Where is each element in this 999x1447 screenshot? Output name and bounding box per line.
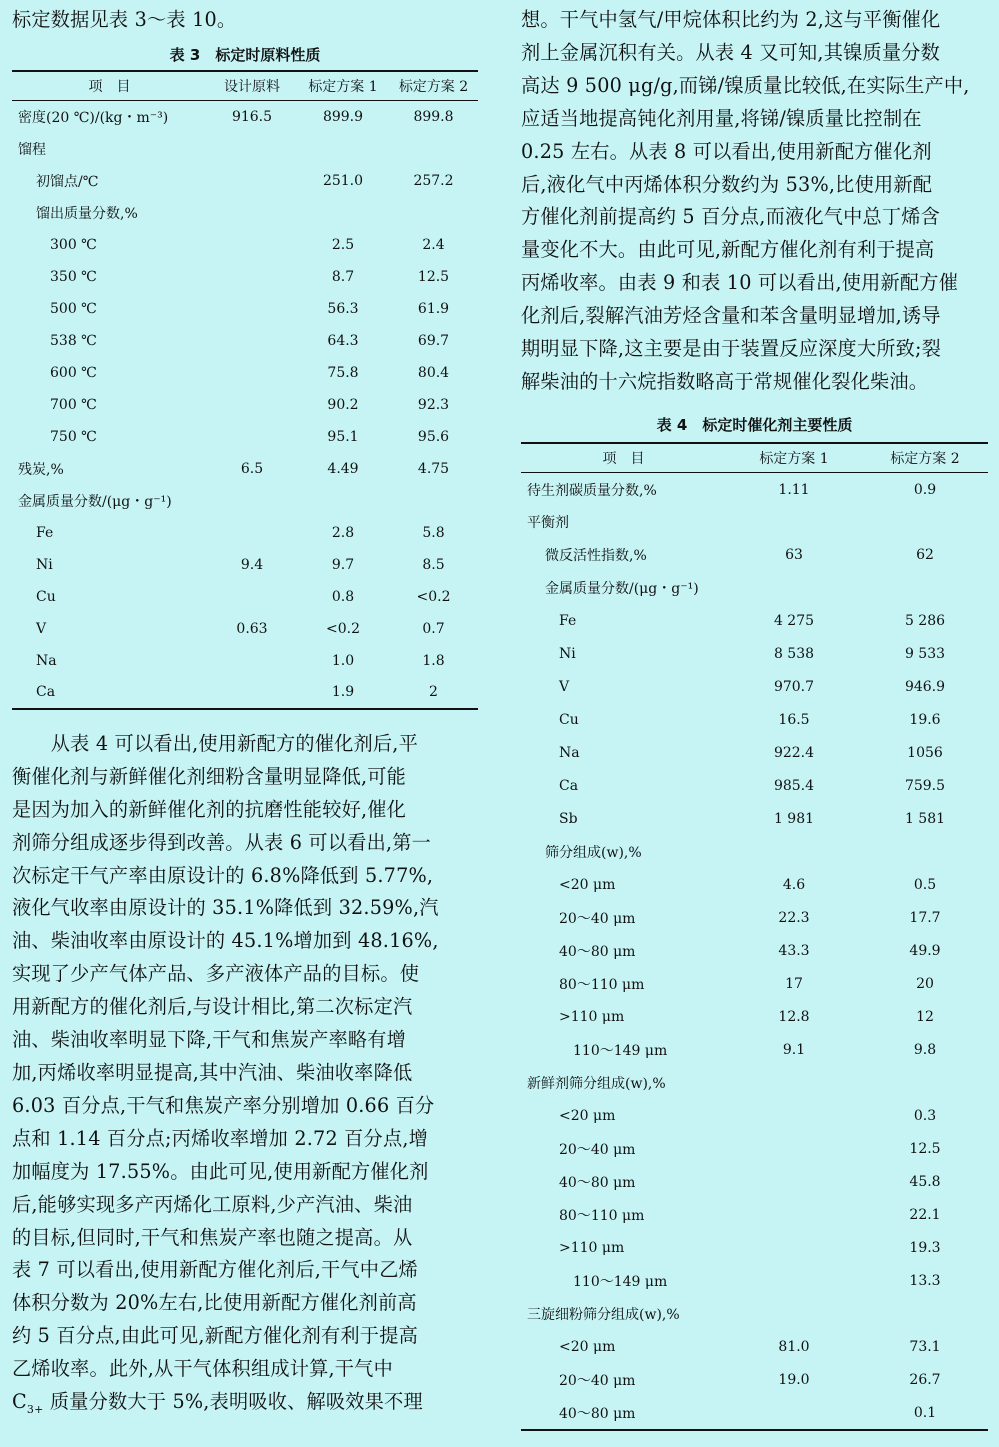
table-4-row [521,704,988,737]
left-last-line-text: 质量分数大于 5%,表明吸收、解吸效果不理 [43,1390,423,1414]
table-3-cell-c3: 257.2 [413,172,454,189]
text-line: 6.03 百分点,干气和焦炭产率分别增加 0.66 百分 [12,1093,435,1117]
table-3-cell-c3: 2 [429,684,438,701]
table-3-row [12,453,478,485]
table-4-row [521,638,988,671]
table-4-row-label: Fe [559,613,577,630]
table-4-row-label: 待生剂碳质量分数,% [527,482,657,499]
table-4-row [521,770,988,803]
text-line: 是因为加入的新鲜催化剂的抗磨性能较好,催化 [12,797,407,821]
table-4-row-label: <20 μm [559,877,616,894]
table-3-cell-c3: 5.8 [422,524,445,541]
table-3-grid [12,70,478,710]
table-3-row-label: 残炭,% [18,461,64,478]
table-4-cell-c1 [726,1133,862,1166]
table-3-row [12,293,478,325]
table-4-row [521,1001,988,1034]
table-4-cell-c2: 22.1 [909,1207,941,1224]
table-3-row-label: Cu [36,588,56,605]
table-4-row [521,572,988,605]
table-4-row-label: V [559,679,570,696]
table-4-row-label: Ni [559,646,576,663]
table-4-cell-c2: 45.8 [909,1174,941,1191]
table-3-cell-c1 [207,229,297,261]
table-4-cell-c1: 9.1 [782,1042,806,1059]
table-3-row-label: 金属质量分数/(μg・g⁻¹) [18,493,172,510]
text-line: 体积分数为 20%左右,比使用新配方催化剂前高 [12,1291,417,1315]
table-4-row [521,605,988,638]
table-3-cell-c3: 2.4 [422,236,445,253]
table-4-row [521,1364,988,1397]
text-line: 油、柴油收率明显下降,干气和焦炭产率略有增 [12,1028,407,1052]
table-4-cell-c2: 19.3 [909,1240,941,1257]
table-4-cell-c2: 0.9 [913,481,937,498]
table-4-body [521,473,988,1430]
table-3-cell-c1 [207,357,297,389]
table-4-cell-c2: 49.9 [909,943,941,960]
table-4-row [521,1133,988,1166]
table-4-row [521,1067,988,1100]
table-3-cell-c1 [207,261,297,293]
table-3-row [12,581,478,613]
table-3-row [12,645,478,677]
table-4-cell-c1: 1.11 [778,481,810,498]
table-3-cell-c2: 9.7 [331,556,355,573]
table-3-cell-c1 [207,677,297,709]
table-3-header-item: 项 目 [88,79,131,96]
table-4-cell-c1: 81.0 [778,1339,810,1356]
table-3-cell-c3 [389,485,478,517]
table-3-row [12,261,478,293]
table-3-body [12,101,478,709]
table-4-row [521,935,988,968]
table-4-cell-c1 [726,836,862,869]
table-3-cell-c1 [207,165,297,197]
text-line: 点和 1.14 百分点;丙烯收率增加 2.72 百分点,增 [12,1126,429,1150]
table-3-row-label: 初馏点/℃ [36,173,99,190]
table-4-row [521,671,988,704]
table-4-row-label: 三旋细粉筛分组成(w),% [527,1307,680,1324]
table-3-row-label: 500 ℃ [50,300,97,317]
text-line: 液化气收率由原设计的 35.1%降低到 32.59%,汽 [12,896,439,920]
table-3-cell-c3: 8.5 [422,556,445,573]
table-4-cell-c1 [726,1100,862,1133]
table-4-cell-c2 [862,506,988,539]
table-4-row-label: 微反活性指数,% [545,548,647,565]
table-4-cell-c1 [726,1298,862,1331]
text-line: 方催化剂前提高约 5 百分点,而液化气中总丁烯含 [521,205,941,229]
right-column [521,0,988,1431]
table-3-cell-c2: 2.8 [331,524,355,541]
table-4-row-label: 平衡剂 [527,515,569,532]
table-4-cell-c1: 970.7 [773,679,815,696]
table-3-cell-c3: <0.2 [416,588,451,605]
text-line: 次标定干气产率由原设计的 6.8%降低到 5.77%, [12,863,434,887]
table-3-cell-c2: 2.5 [331,236,355,253]
table-4-row-label: 40～80 μm [559,1405,636,1422]
table-4-row-label: >110 μm [559,1009,625,1026]
table-4-cell-c2: 0.1 [913,1404,937,1421]
table-4-header-plan1: 标定方案 1 [759,451,829,468]
table-3-cell-c2: 899.9 [322,109,364,126]
table-3-row-label: 馏程 [18,141,46,158]
table-4-cell-c1 [726,1232,862,1265]
left-body-text [12,728,478,1386]
table-4-cell-c1 [726,572,862,605]
table-4-cell-c1: 922.4 [773,745,815,762]
table-3-cell-c1 [207,389,297,421]
table-4-header-item: 项 目 [602,451,645,468]
table-4-row-label: Cu [559,712,579,729]
table-3-row-label: 馏出质量分数,% [36,205,138,222]
table-3-cell-c1 [207,325,297,357]
table-4-cell-c2: 9.8 [913,1042,937,1059]
table-4-row [521,1034,988,1067]
table-4-row [521,1397,988,1430]
table-4-cell-c1: 8 538 [773,646,815,663]
right-body-text [521,4,988,399]
table-3-cell-c1: 916.5 [231,109,273,126]
table-4-row [521,1298,988,1331]
table-4-row [521,1199,988,1232]
c3-symbol: C [12,1390,27,1414]
text-line: 期明显下降,这主要是由于装置反应深度大所致;裂 [521,337,942,361]
table-3-cell-c1: 9.4 [240,556,264,573]
table-3 [12,40,478,710]
table-3-cell-c3: 69.7 [417,332,450,349]
table-3-cell-c2 [297,197,389,229]
table-4-row-label: 筛分组成(w),% [545,845,642,862]
table-4-header-plan2: 标定方案 2 [890,451,960,468]
table-4-cell-c1 [726,1199,862,1232]
table-3-row-label: 600 ℃ [50,364,97,381]
table-3-cell-c2 [297,485,389,517]
table-3-cell-c1 [207,485,297,517]
table-3-row-label: Ni [36,556,53,573]
table-4-row [521,803,988,836]
table-3-row [12,485,478,517]
table-4-row [521,902,988,935]
table-4-cell-c2: 20 [916,976,934,993]
table-3-cell-c3: 12.5 [417,268,450,285]
table-4-cell-c2: 1056 [907,745,943,762]
table-4-cell-c2: 73.1 [909,1339,941,1356]
text-line: 化剂后,裂解汽油芳烃含量和苯含量明显增加,诱导 [521,304,941,328]
table-4-cell-c1: 4 275 [773,613,815,630]
table-4-row [521,836,988,869]
table-4-cell-c2 [862,1067,988,1100]
table-3-row [12,421,478,453]
table-4-cell-c1: 4.6 [782,877,806,894]
table-4-cell-c2 [862,572,988,605]
table-4-row-label: <20 μm [559,1339,616,1356]
table-3-cell-c1 [207,197,297,229]
text-line: 解柴油的十六烷指数略高于常规催化裂化柴油。 [521,369,929,393]
table-3-cell-c1 [207,645,297,677]
table-3-cell-c3: 61.9 [417,300,450,317]
table-4-row-label: 20～40 μm [559,1142,636,1159]
table-4-cell-c1: 12.8 [778,1009,810,1026]
table-4-row-label: 40～80 μm [559,944,636,961]
table-4-cell-c1: 19.0 [778,1372,810,1389]
table-4-row [521,1166,988,1199]
table-3-cell-c2: 1.0 [331,652,355,669]
left-column [12,0,478,1427]
text-line: 后,能够实现多产丙烯化工原料,少产汽油、柴油 [12,1192,413,1216]
table-4-cell-c2: 17.7 [909,910,941,927]
table-4-row [521,473,988,506]
text-line: 应适当地提高钝化剂用量,将锑/镍质量比控制在 [521,106,922,130]
table-4-row-label: >110 μm [559,1240,625,1257]
table-3-cell-c3: 95.6 [417,428,450,445]
table-4-row [521,1265,988,1298]
table-3-cell-c1 [207,421,297,453]
table-3-cell-c3: 4.75 [417,460,450,477]
table-4-cell-c1: 63 [785,547,803,564]
table-3-cell-c2: 251.0 [322,172,364,189]
table-3-row [12,517,478,549]
table-3-cell-c3: 92.3 [417,396,450,413]
table-3-cell-c1 [207,133,297,165]
text-line: 想。干气中氢气/甲烷体积比约为 2,这与平衡催化 [521,8,941,31]
table-4-cell-c2 [862,836,988,869]
table-3-row [12,197,478,229]
table-4-row [521,869,988,902]
table-4-row [521,968,988,1001]
table-3-row [12,389,478,421]
table-4-row-label: 110～149 μm [573,1274,668,1291]
table-4-cell-c2: 0.5 [913,877,937,894]
table-3-cell-c1 [207,293,297,325]
table-3-cell-c1 [207,581,297,613]
text-line: 丙烯收率。由表 9 和表 10 可以看出,使用新配方催 [521,271,959,295]
table-3-cell-c2: 64.3 [327,332,359,349]
table-4-row-label: 110～149 μm [573,1043,668,1060]
text-line: 加,丙烯收率明显提高,其中汽油、柴油收率降低 [12,1060,413,1084]
table-4-cell-c2: 12.5 [909,1141,941,1158]
table-4-row-label: 金属质量分数/(μg・g⁻¹) [545,581,699,598]
table-3-cell-c3: 0.7 [422,620,445,637]
text-line: 约 5 百分点,由此可见,新配方催化剂有利于提高 [12,1324,418,1348]
table-4-cell-c2: 5 286 [904,613,946,630]
table-3-cell-c2: 1.9 [331,684,355,701]
text-line: 乙烯收率。此外,从干气体积组成计算,干气中 [12,1357,393,1381]
table-3-cell-c1: 0.63 [236,620,268,637]
table-3-cell-c1 [207,517,297,549]
table-4-row-label: 20～40 μm [559,1373,636,1390]
table-3-row [12,101,478,133]
text-line: 剂筛分组成逐步得到改善。从表 6 可以看出,第一 [12,830,432,854]
text-line: 后,液化气中丙烯体积分数约为 53%,比使用新配 [521,172,933,196]
table-3-cell-c3 [389,133,478,165]
table-4-cell-c1 [726,1397,862,1430]
table-4-cell-c2: 62 [916,547,934,564]
table-4-cell-c1: 16.5 [778,712,810,729]
table-4-cell-c1: 43.3 [778,943,810,960]
text-line: 从表 4 可以看出,使用新配方的催化剂后,平 [12,731,418,755]
table-3-row-label: Ca [36,684,56,701]
table-4-row [521,1331,988,1364]
table-4-cell-c1 [726,1166,862,1199]
table-3-cell-c2: 90.2 [327,396,359,413]
table-3-row-label: 700 ℃ [50,396,97,413]
table-3-header-plan1: 标定方案 1 [308,79,378,96]
table-3-row-label: 密度(20 ℃)/(kg・m⁻³) [18,110,169,127]
table-3-row [12,325,478,357]
table-4-row-label: 20～40 μm [559,911,636,928]
text-line: 油、柴油收率由原设计的 45.1%增加到 48.16%, [12,929,439,953]
table-4-row [521,506,988,539]
table-4-caption: 表 4 标定时催化剂主要性质 [656,415,853,434]
table-3-cell-c2: 0.8 [331,588,355,605]
table-3-cell-c3: 1.8 [422,652,445,669]
left-last-line [12,1386,478,1427]
intro-line: 标定数据见表 3～表 10。 [12,8,237,31]
table-4-cell-c2: 13.3 [909,1273,941,1290]
table-4-cell-c2: 0.3 [913,1108,937,1125]
table-3-cell-c3: 80.4 [417,364,450,381]
table-3-row [12,229,478,261]
text-line: 高达 9 500 μg/g,而锑/镍质量比较低,在实际生产中, [521,73,970,97]
text-line: 加幅度为 17.55%。由此可见,使用新配方催化剂 [12,1159,429,1183]
table-3-row [12,133,478,165]
table-4-row-label: 80～110 μm [559,1208,645,1225]
table-4 [521,408,988,1431]
table-4-cell-c2: 9 533 [904,646,946,663]
text-line: 实现了少产气体产品、多产液体产品的目标。使 [12,962,420,986]
table-4-row-label: 80～110 μm [559,977,645,994]
table-4-row-label: 新鲜剂筛分组成(w),% [527,1076,666,1093]
table-4-grid [521,442,988,1431]
table-4-row [521,1100,988,1133]
table-3-cell-c2 [297,133,389,165]
table-3-row-label: 538 ℃ [50,332,97,349]
table-4-cell-c2: 1 581 [904,811,946,828]
table-4-cell-c1: 1 981 [773,811,815,828]
table-4-row-label: Ca [559,778,579,795]
table-3-cell-c2: 56.3 [327,300,359,317]
table-3-caption: 表 3 标定时原料性质 [169,45,321,64]
table-4-cell-c1 [726,506,862,539]
table-3-cell-c3 [389,197,478,229]
c3-subscript: 3+ [26,1402,44,1416]
table-4-row-label: 40～80 μm [559,1175,636,1192]
text-line: 表 7 可以看出,使用新配方催化剂后,干气中乙烯 [12,1258,418,1282]
table-3-row [12,613,478,645]
table-3-row [12,357,478,389]
table-4-cell-c2: 19.6 [909,712,941,729]
table-4-row [521,737,988,770]
table-4-cell-c1 [726,1067,862,1100]
table-3-row-label: 750 ℃ [50,428,97,445]
table-3-row-label: 350 ℃ [50,268,97,285]
table-4-cell-c2: 759.5 [904,778,946,795]
table-4-cell-c1 [726,1265,862,1298]
table-4-row-label: Sb [559,811,578,828]
table-3-row-label: V [36,620,47,637]
table-4-cell-c2 [862,1298,988,1331]
table-3-header-design: 设计原料 [224,79,280,96]
table-3-cell-c3: 899.8 [413,109,454,126]
table-4-cell-c2: 26.7 [909,1372,941,1389]
table-3-cell-c2: 75.8 [327,364,359,381]
table-3-header-plan2: 标定方案 2 [398,79,469,96]
table-4-cell-c1: 17 [785,976,803,993]
table-3-row-label: 300 ℃ [50,236,97,253]
table-3-cell-c2: 4.49 [327,460,359,477]
table-3-row [12,677,478,709]
table-4-row-label: Na [559,745,580,762]
table-4-row [521,539,988,572]
table-3-cell-c2: <0.2 [326,620,360,637]
table-3-cell-c1: 6.5 [240,460,264,477]
table-4-cell-c1: 22.3 [778,910,810,927]
table-3-row [12,549,478,581]
table-3-row [12,165,478,197]
text-line: 0.25 左右。从表 8 可以看出,使用新配方催化剂 [521,139,932,163]
table-3-cell-c2: 8.7 [331,268,355,285]
text-line: 的目标,但同时,干气和焦炭产率也随之提高。从 [12,1225,413,1249]
table-4-cell-c2: 12 [916,1009,934,1026]
table-3-row-label: Na [36,652,57,669]
text-line: 用新配方的催化剂后,与设计相比,第二次标定汽 [12,995,413,1019]
text-line: 量变化不大。由此可见,新配方催化剂有利于提高 [521,238,935,262]
table-4-cell-c2: 946.9 [904,679,946,696]
table-4-cell-c1: 985.4 [773,778,815,795]
text-line: 剂上金属沉积有关。从表 4 又可知,其镍质量分数 [521,40,941,64]
table-4-row-label: <20 μm [559,1108,616,1125]
table-3-cell-c2: 95.1 [327,428,359,445]
table-4-row [521,1232,988,1265]
table-3-row-label: Fe [36,524,54,541]
text-line: 衡催化剂与新鲜催化剂细粉含量明显降低,可能 [12,764,407,788]
